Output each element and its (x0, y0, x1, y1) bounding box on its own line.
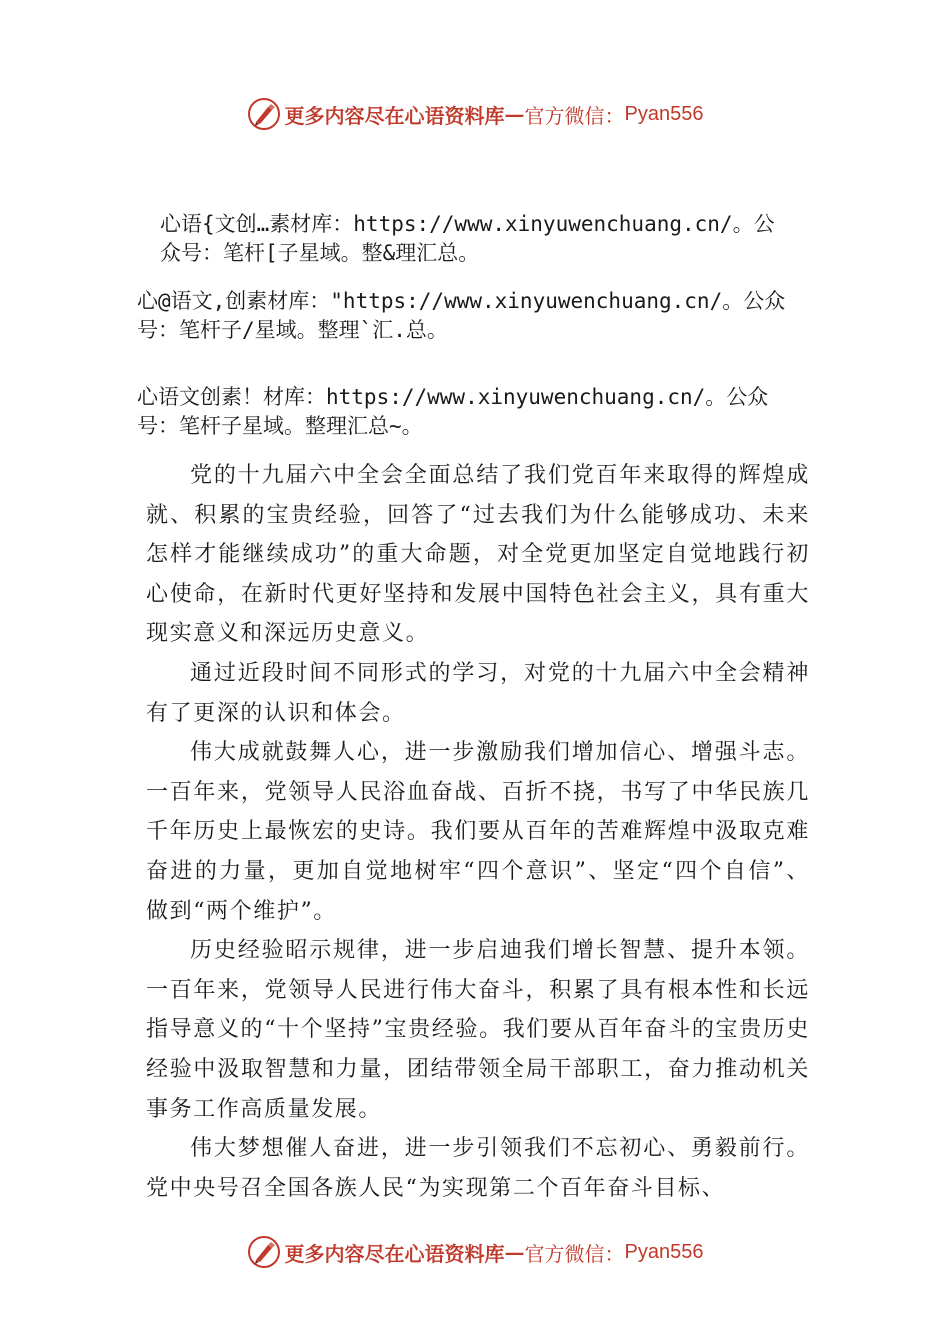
header-banner (0, 94, 950, 134)
banner-text: 更多内容尽在心语资料库 (284, 1241, 505, 1266)
watermark-line: 号：笔杆子星域。整理汇总~。 (137, 414, 423, 438)
watermark-block-3 (137, 383, 768, 441)
body-paragraph: 党的十九届六中全会全面总结了我们党百年来取得的辉煌成就、积累的宝贵经验，回答了“过去我们为什么能够成功、未来怎样才能继续成功”的重大命题，对全党更加坚定自觉地践行初心使命，在新时代更好坚持和发展中国特色社会主义，具有重大现实意义和深远历史意义。 (146, 463, 810, 647)
body-paragraph: 伟大成就鼓舞人心，进一步激励我们增加信心、增强斗志。一百年来，党领导人民浴血奋战、百折不挠，书写了中华民族几千年历史上最恢宏的史诗。我们要从百年的苦难辉煌中汲取克难奋进的力量，更加自觉地树牢“四个意识”、坚定“四个自信”、做到“两个维护”。 (146, 740, 810, 924)
footer-banner (0, 1232, 950, 1272)
watermark-line: 心语文创素！材库：https://www.xinyuwenchuang.cn/。公众 (137, 385, 769, 409)
banner-wechat-id: Pyan556 (624, 1240, 704, 1263)
watermark-line: 心语{文创…素材库：https://www.xinyuwenchuang.cn/。公 (160, 212, 775, 236)
document-body (146, 456, 810, 1208)
watermark-line: 号：笔杆子/星域。整理`汇.总。 (137, 318, 448, 342)
banner-dash: — (504, 1240, 525, 1264)
pen-logo-icon (247, 97, 281, 131)
banner-dash: — (504, 102, 525, 126)
watermark-line: 心@语文,创素材库："https://www.xinyuwenchuang.cn/。公众 (137, 289, 786, 313)
body-paragraph: 通过近段时间不同形式的学习，对党的十九届六中全会精神有了更深的认识和体会。 (146, 660, 810, 726)
body-paragraph: 历史经验昭示规律，进一步启迪我们增长智慧、提升本领。一百年来，党领导人民进行伟大奋斗，积累了具有根本性和长远指导意义的“十个坚持”宝贵经验。我们要从百年奋斗的宝贵历史经验中汲取智慧和力量，团结带领全局干部职工，奋力推动机关事务工作高质量发展。 (146, 938, 810, 1122)
banner-text: 更多内容尽在心语资料库 (284, 103, 505, 128)
banner-wechat-label: 官方微信： (524, 103, 625, 128)
watermark-block-2 (137, 287, 785, 345)
banner-wechat-id: Pyan556 (624, 102, 704, 125)
banner-wechat-label: 官方微信： (524, 1241, 625, 1266)
watermark-line: 众号：笔杆[子星域。整&理汇总。 (160, 241, 480, 265)
pen-logo-icon (247, 1235, 281, 1269)
watermark-block-1 (160, 210, 775, 268)
body-paragraph: 伟大梦想催人奋进，进一步引领我们不忘初心、勇毅前行。党中央号召全国各族人民“为实现第二个百年奋斗目标、 (146, 1136, 810, 1201)
